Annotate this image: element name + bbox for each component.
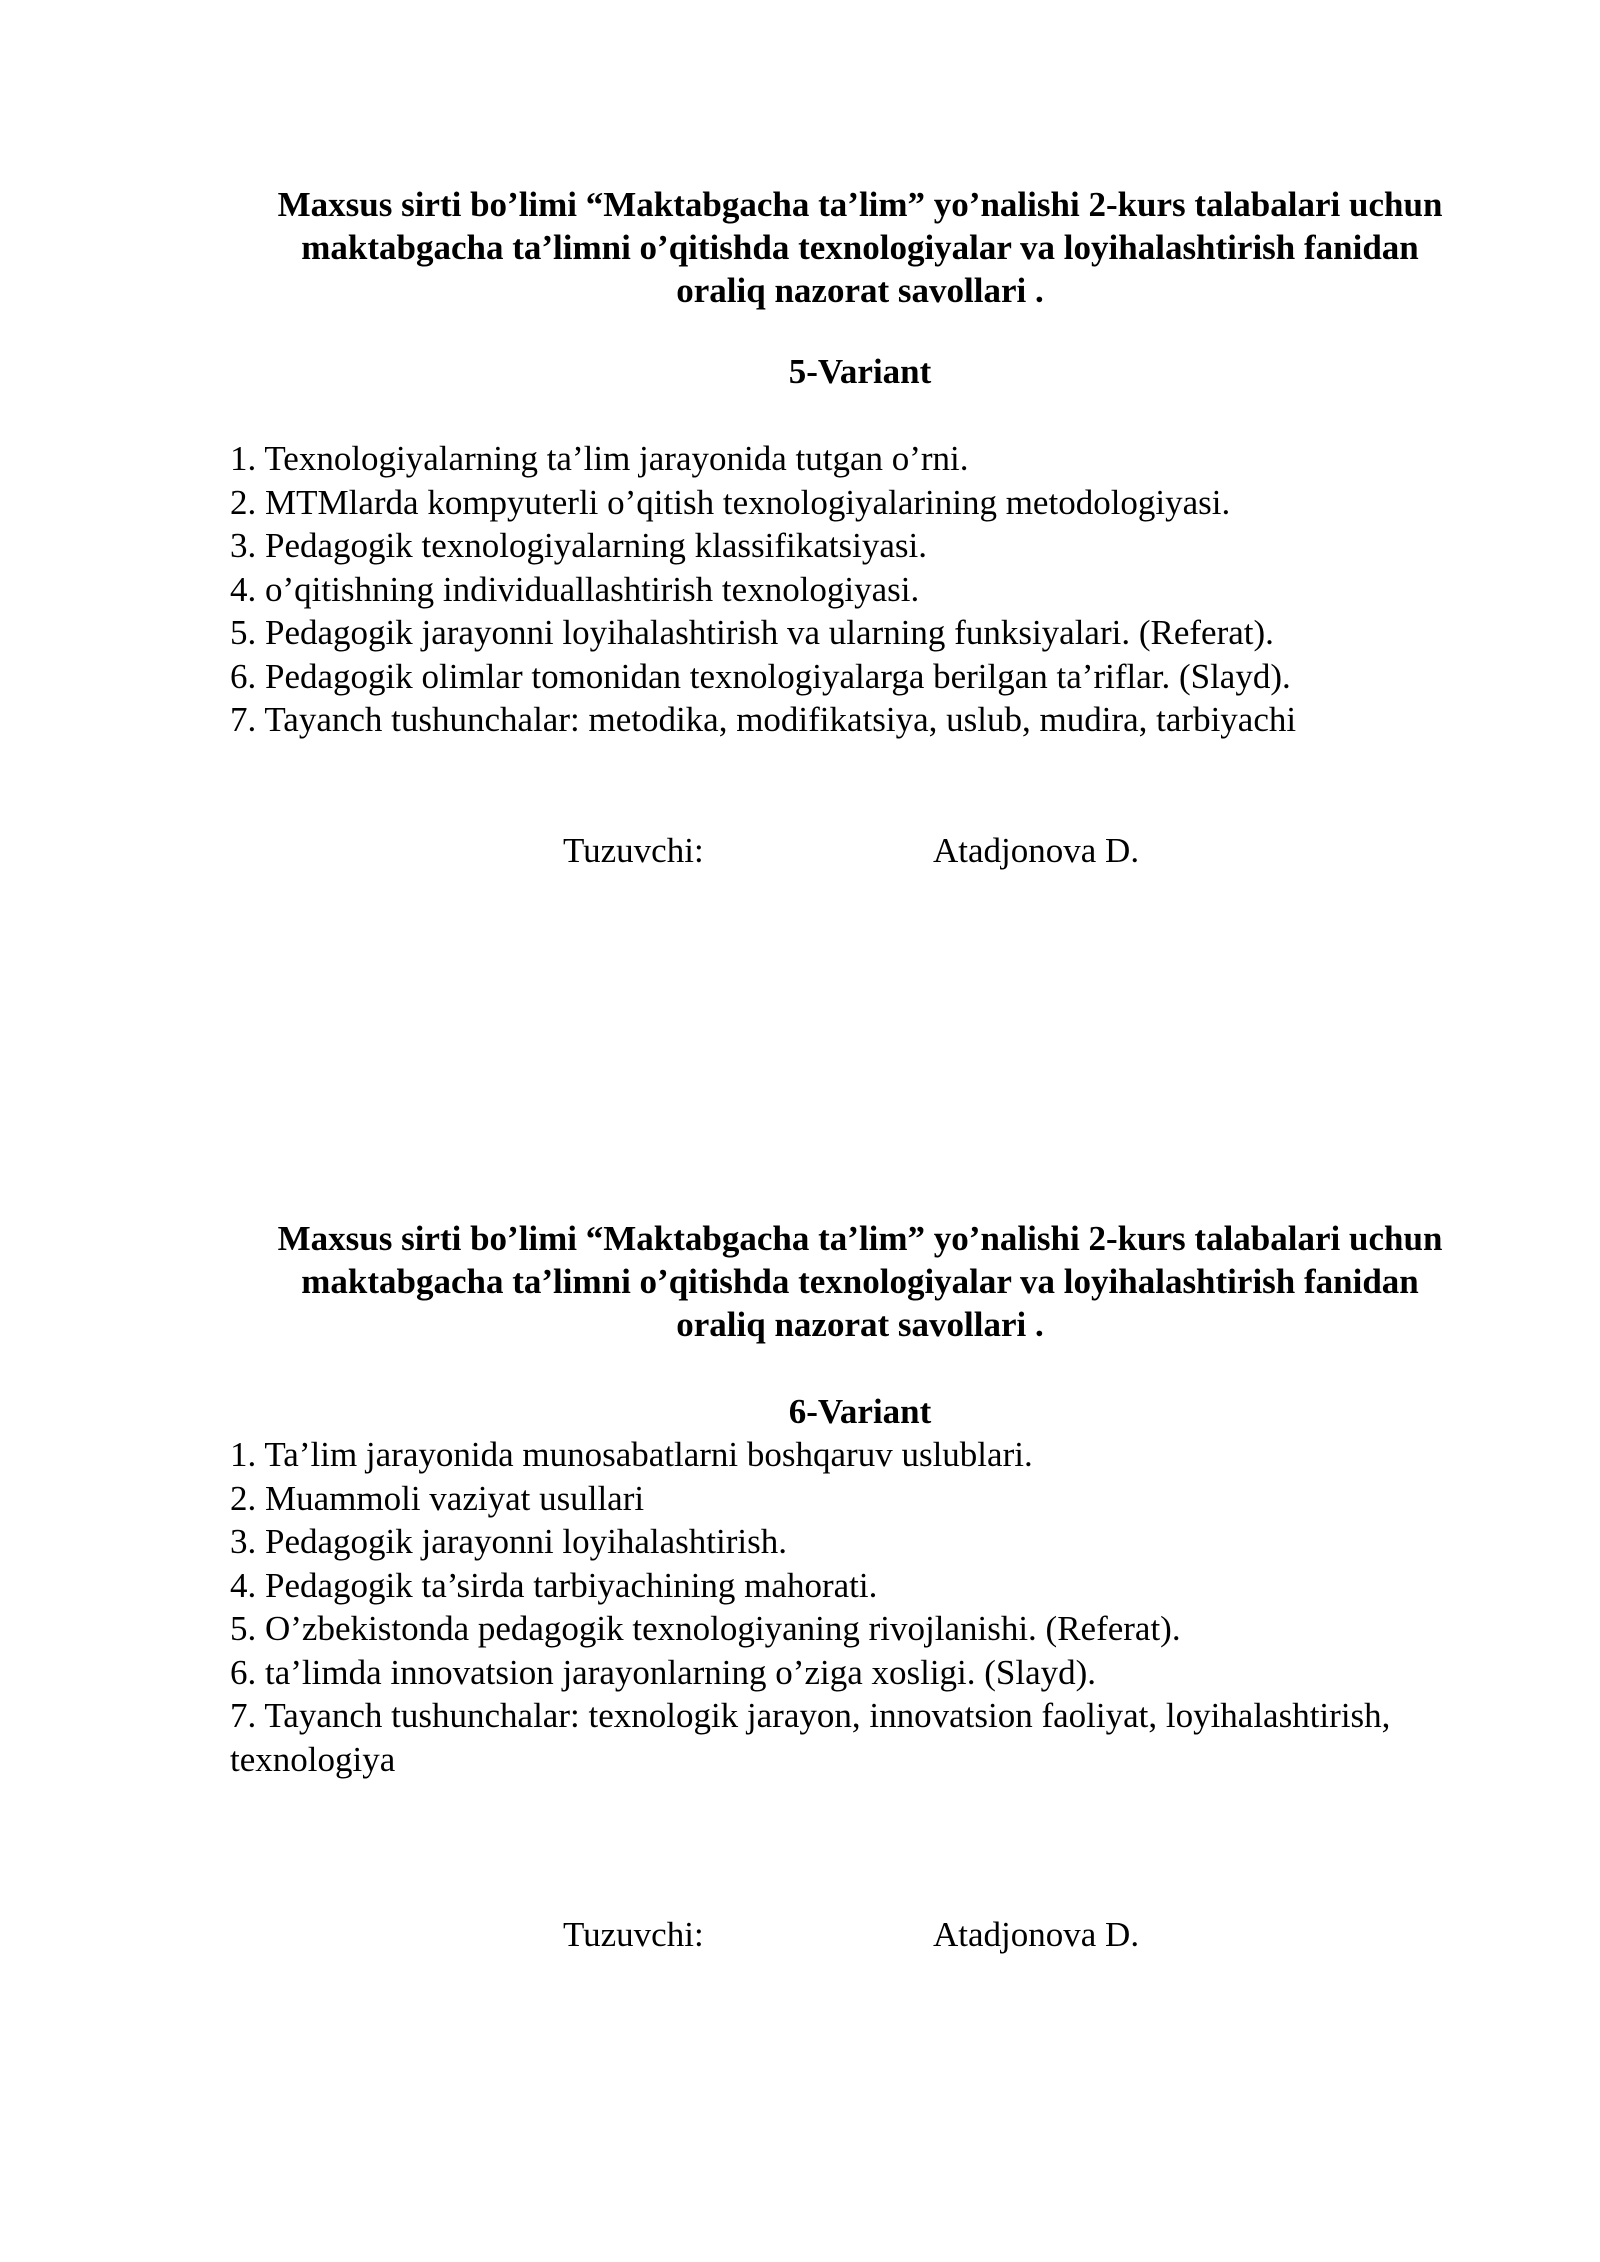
signature-label: Tuzuvchi: xyxy=(563,831,704,870)
title-line: maktabgacha ta’limni o’qitishda texnologiyalar va loyihalashtirish fanidan xyxy=(301,228,1419,267)
question-list xyxy=(230,1433,1490,1781)
list-item xyxy=(230,1607,1490,1651)
item-text: Ta’lim jarayonida munosabatlarni boshqaruv uslublari. xyxy=(264,1435,1033,1474)
title-line: oraliq nazorat savollari . xyxy=(676,271,1044,310)
variant-5-heading-wrap xyxy=(230,350,1490,393)
question-list xyxy=(230,437,1490,742)
item-number: 1. xyxy=(230,1435,257,1474)
item-number: 5. xyxy=(230,1609,257,1648)
list-item xyxy=(230,655,1490,699)
variant-heading: 5-Variant xyxy=(788,352,932,391)
document-title xyxy=(230,183,1490,312)
variant-6-header xyxy=(230,1217,1490,1346)
list-item xyxy=(230,1651,1490,1695)
list-item xyxy=(230,481,1490,525)
variant-6-heading-wrap xyxy=(230,1390,1490,1433)
item-text: O’zbekistonda pedagogik texnologiyaning rivojlanishi. (Referat). xyxy=(265,1609,1181,1648)
signature-line xyxy=(563,1913,1363,1956)
item-text: MTMlarda kompyuterli o’qitish texnologiyalarining metodologiyasi. xyxy=(256,482,1231,522)
item-number: 6. xyxy=(230,656,257,696)
item-number: 1. xyxy=(230,439,257,478)
item-number: 7. xyxy=(230,1696,257,1735)
signature-label: Tuzuvchi: xyxy=(563,1915,704,1954)
list-item xyxy=(230,1564,1490,1608)
variant-5-header xyxy=(230,183,1490,312)
signature-name: Atadjonova D. xyxy=(933,1915,1140,1954)
list-item xyxy=(230,1694,1490,1781)
item-number: 3. xyxy=(230,1522,257,1561)
list-item xyxy=(230,1433,1490,1477)
item-number: 3. xyxy=(230,526,257,565)
item-text: Tayanch tushunchalar: texnologik jarayon, innovatsion faoliyat, loyihalashtirish, texnologiya xyxy=(230,1696,1391,1779)
title-line: oraliq nazorat savollari . xyxy=(676,1305,1044,1344)
item-text: Texnologiyalarning ta’lim jarayonida tutgan o’rni. xyxy=(256,439,969,478)
title-line: Maxsus sirti bo’limi “Maktabgacha ta’lim” yo’nalishi 2-kurs talabalari uchun xyxy=(277,185,1443,224)
document-title xyxy=(230,1217,1490,1346)
signature-line xyxy=(563,829,1363,872)
list-item xyxy=(230,524,1490,568)
item-text: ta’limda innovatsion jarayonlarning o’ziga xosligi. (Slayd). xyxy=(265,1652,1097,1692)
title-line: maktabgacha ta’limni o’qitishda texnologiyalar va loyihalashtirish fanidan xyxy=(301,1262,1419,1301)
variant-heading: 6-Variant xyxy=(788,1392,932,1431)
item-number: 5. xyxy=(230,613,257,652)
item-number: 4. xyxy=(230,569,257,609)
title-line: Maxsus sirti bo’limi “Maktabgacha ta’lim” yo’nalishi 2-kurs talabalari uchun xyxy=(277,1219,1443,1258)
item-text: Tayanch tushunchalar: metodika, modifikatsiya, uslub, mudira, tarbiyachi xyxy=(264,700,1297,739)
item-text: Muammoli vaziyat usullari xyxy=(265,1478,645,1518)
item-number: 2. xyxy=(230,1478,257,1518)
list-item xyxy=(230,611,1490,655)
variant-6-questions xyxy=(230,1433,1490,1781)
item-text: Pedagogik texnologiyalarning klassifikatsiyasi. xyxy=(256,526,927,565)
list-item xyxy=(230,1520,1490,1564)
list-item xyxy=(230,568,1490,612)
list-item xyxy=(230,1477,1490,1521)
item-number: 7. xyxy=(230,700,257,739)
list-item xyxy=(230,698,1490,742)
item-text: Pedagogik jarayonni loyihalashtirish. xyxy=(265,1522,787,1561)
item-number: 6. xyxy=(230,1652,257,1692)
item-text: o’qitishning individuallashtirish texnologiyasi. xyxy=(256,569,920,609)
item-number: 4. xyxy=(230,1565,257,1605)
list-item xyxy=(230,437,1490,481)
item-text: Pedagogik olimlar tomonidan texnologiyalarga berilgan ta’riflar. (Slayd). xyxy=(265,656,1291,696)
item-text: Pedagogik ta’sirda tarbiyachining mahorati. xyxy=(265,1565,878,1605)
signature-name: Atadjonova D. xyxy=(933,831,1140,870)
variant-5-questions xyxy=(230,437,1490,742)
item-number: 2. xyxy=(230,482,257,522)
item-text: Pedagogik jarayonni loyihalashtirish va ularning funksiyalari. (Referat). xyxy=(256,613,1274,652)
